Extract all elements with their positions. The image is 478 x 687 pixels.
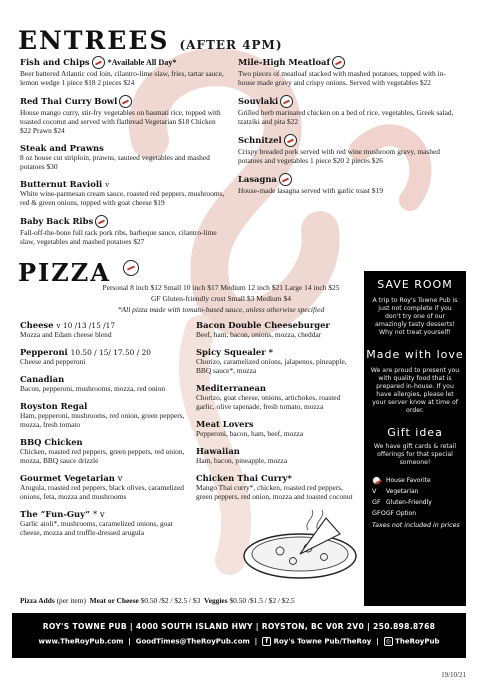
menu-item <box>20 374 192 393</box>
instagram-link[interactable]: TheRoyPub <box>395 637 440 646</box>
adds-meat-label: Meat or Cheese <box>89 596 139 605</box>
footer-bar <box>12 613 466 658</box>
item-description: Garlic aioli*, mushrooms, caramelized onions, goat cheese, mozza and truffle-dressed arugula <box>20 519 173 537</box>
item-description: Bacon, pepperoni, mushrooms, mozza, red onion <box>20 384 166 393</box>
menu-item <box>20 401 192 429</box>
item-note: *Available All Day* <box>107 58 177 67</box>
gift-idea-title: Gift idea <box>387 426 443 439</box>
legend-symbol: GFO <box>372 509 386 517</box>
save-room-title: SAVE ROOM <box>377 278 453 291</box>
item-name: Hawaiian <box>196 446 240 456</box>
item-name: Royston Regal <box>20 401 88 411</box>
item-name: Cheese <box>20 320 54 330</box>
menu-item <box>20 473 192 501</box>
pizza-sizes: Personal 8 inch $12 Small 10 inch $17 Medium 12 inch $21 Large 14 inch $25 <box>102 283 340 292</box>
item-description: Beer battered Atlantic cod loin, cilantro-lime slaw, fries, tartar sauce, lemon wedge 1 piece $18 2 pieces $24 <box>20 69 224 87</box>
menu-item <box>20 509 192 537</box>
print-date: 19/10/21 <box>441 671 466 679</box>
adds-meat-prices: $0.50 /$2 / $2.5 / $3 <box>140 596 201 605</box>
item-name: BBQ Chicken <box>20 437 83 447</box>
entrees-subtitle: (AFTER 4PM) <box>179 38 283 52</box>
instagram-icon: ◎ <box>385 638 391 645</box>
menu-item <box>20 347 192 366</box>
item-note: 10.50 / 15/ 17.50 / 20 <box>70 348 151 357</box>
item-name: Souvlaki <box>238 96 279 106</box>
house-favorite-icon <box>95 215 108 228</box>
item-description: White wine-parmesan cream sauce, roasted red peppers, mushrooms, red & green onions, topped with goat cheese $19 <box>20 189 225 207</box>
adds-label: Pizza Adds <box>20 596 55 605</box>
pizza-sauce-note: *All pizza made with tomato-based sauce, unless otherwise specified <box>117 305 325 314</box>
item-name: Schnitzel <box>238 135 282 145</box>
menu-item <box>196 320 358 339</box>
item-name: Lasagna <box>238 174 277 184</box>
item-description: Chorizo, caramelized onions, jalapenos, pineapple, BBQ sauce*, mozza <box>196 357 347 375</box>
item-name: The “Fun-Guy” <box>20 509 91 519</box>
legend-item <box>372 475 466 486</box>
legend-label: Gluten-Friendly <box>386 499 432 506</box>
item-name: Red Thai Curry Bowl <box>20 96 118 106</box>
footer-contacts: www.TheRoyPub.com | GoodTimes@TheRoyPub.com | f Roy's Towne Pub/TheRoy | ◎ TheRoyPub <box>38 637 440 646</box>
item-description: Two pieces of meatloaf stacked with mashed potatoes, topped with in-house made gravy and crispy onions. Served with vegetables $22 <box>238 69 446 87</box>
house-favorite-icon <box>284 134 297 147</box>
menu-item <box>238 56 460 87</box>
item-note: v <box>105 180 110 189</box>
item-name: Pepperoni <box>20 347 68 357</box>
save-room-text: A trip to Roy's Towne Pub is just not complete if you don't try one of our amazingly tasty desserts! Why not treat yourself! <box>372 297 458 336</box>
item-description: Mozza and Edam cheese blend <box>20 330 112 339</box>
menu-item <box>20 320 192 339</box>
item-description: Pepperoni, bacon, ham, beef, mozza <box>196 429 304 438</box>
house-favorite-icon <box>123 260 139 276</box>
house-favorite-icon <box>92 56 105 69</box>
menu-item <box>20 143 228 171</box>
item-description: Chicken, roasted red peppers, green peppers, red onion, mozza, BBQ sauce drizzle <box>20 447 185 465</box>
item-name: Mediterranean <box>196 383 267 393</box>
taxes-note: Taxes not included in prices <box>372 522 460 529</box>
legend-symbol: V <box>372 487 377 495</box>
item-description: Fall-off-the-bone full rack pork ribs, barbeque sauce, cilantro-lime slaw, vegetables and mashed potatoes $27 <box>20 228 217 246</box>
legend-label: House Favorite <box>386 477 431 484</box>
item-name: Butternut Ravioli <box>20 179 103 189</box>
website-link[interactable]: www.TheRoyPub.com <box>38 637 124 646</box>
item-name: Gourmet Vegetarian <box>20 473 115 483</box>
pizza-title: PIZZA <box>18 258 111 287</box>
item-note: v <box>117 473 123 483</box>
menu-item <box>20 179 228 207</box>
item-name: Meat Lovers <box>196 419 254 429</box>
legend-label: Vegetarian <box>386 488 419 495</box>
legend-label: GF Option <box>386 510 417 517</box>
entrees-left-column <box>20 56 228 254</box>
info-sidebar <box>364 271 466 606</box>
legend-symbol: GF <box>372 498 381 506</box>
house-favorite-icon <box>280 95 293 108</box>
menu-item <box>196 347 358 375</box>
gift-idea-text: We have gift cards & retail offerings for that special someone! <box>373 443 457 466</box>
entrees-right-column <box>238 56 460 203</box>
item-name: Mile-High Meatloaf <box>238 57 331 67</box>
legend-item <box>372 497 466 508</box>
menu-item <box>238 134 460 165</box>
item-description: Beef, ham, bacon, onions, mozza, cheddar <box>196 330 322 339</box>
menu-item <box>196 383 358 411</box>
item-name: Fish and Chips <box>20 57 90 67</box>
pizza-adds <box>20 596 295 605</box>
item-description: Ham, pepperoni, mushrooms, red onion, green peppers, mozza, fresh tomato <box>20 411 185 429</box>
menu-item <box>238 95 460 126</box>
made-with-love-title: Made with love <box>366 348 464 361</box>
menu-legend <box>364 475 466 531</box>
menu-item <box>196 419 358 438</box>
item-name: Bacon Double Cheeseburger <box>196 320 330 330</box>
item-description: Crispy breaded pork served with red wine mushroom gravy, mashed potatoes and vegetables 1 piece $20 2 pieces $26 <box>238 147 440 165</box>
adds-veg-label: Veggies <box>204 596 228 605</box>
item-note: v 10 /13 /15 /17 <box>56 321 116 330</box>
adds-veg-prices: $0.50 /$1.5 / $2 / $2.5 <box>229 596 295 605</box>
email-link[interactable]: GoodTimes@TheRoyPub.com <box>135 637 250 646</box>
house-favorite-icon <box>119 95 132 108</box>
pizza-right-column <box>196 320 358 509</box>
house-favorite-icon <box>279 173 292 186</box>
legend-item <box>372 508 466 519</box>
footer-address: ROY'S TOWNE PUB | 4000 SOUTH ISLAND HWY | ROYSTON, BC V0R 2V0 | 250.898.8768 <box>42 622 436 631</box>
adds-per: (per item) <box>56 596 86 605</box>
pizza-illustration <box>238 508 362 592</box>
item-note: * v <box>93 509 105 519</box>
item-name: Spicy Squealer <box>196 347 266 357</box>
menu-item <box>196 473 358 501</box>
item-name: Chicken Thai Curry <box>196 473 288 483</box>
pizza-gluten-free: GF Gluten-friendly crust Small $3 Medium $4 <box>151 294 291 303</box>
item-description: Mango Thai curry*, chicken, roasted red peppers, green peppers, red onion, mozza and toasted coconut <box>196 483 353 501</box>
legend-item <box>372 486 466 497</box>
made-with-love-text: We are proud to present you with quality food that is prepared in-house. If you have allergies, please let your server know at time of order. <box>370 367 460 414</box>
menu-item <box>20 56 228 87</box>
item-description: House mango curry, stir-fry vegetables on basmati rice, topped with toasted coconut and served with flatbread Vegetarian $18 Chicken $22 Prawn $24 <box>20 108 221 135</box>
item-name: Steak and Prawns <box>20 143 104 153</box>
menu-item <box>20 437 192 465</box>
item-description: 8 oz house cut striploin, prawns, sauteed vegetables and mashed potatoes $30 <box>20 153 210 171</box>
item-description: Cheese and pepperoni <box>20 357 86 366</box>
house-favorite-icon <box>372 476 381 485</box>
menu-item <box>196 446 358 465</box>
item-description: Arugula, roasted red peppers, black olives, caramelized onions, feta, mozza and mushrooms <box>20 483 184 501</box>
entrees-title: ENTREES <box>18 26 170 55</box>
menu-item <box>20 95 228 135</box>
menu-item <box>238 173 460 195</box>
house-favorite-icon <box>332 56 345 69</box>
entrees-header <box>18 26 283 55</box>
menu-item <box>20 215 228 246</box>
item-description: Ham, bacon, pineapple, mozza <box>196 456 288 465</box>
item-description: House-made lasagna served with garlic toast $19 <box>238 186 383 195</box>
item-note: * <box>268 347 273 357</box>
item-name: Canadian <box>20 374 65 384</box>
pizza-left-column <box>20 320 192 545</box>
facebook-icon: f <box>262 637 271 646</box>
item-description: Chorizo, goat cheese, onions, artichokes, roasted garlic, olive tapenade, fresh tomato, mozza <box>196 393 341 411</box>
item-name: Baby Back Ribs <box>20 216 94 226</box>
facebook-link[interactable]: Roy's Towne Pub/TheRoy <box>273 637 372 646</box>
item-description: Grilled herb marinated chicken on a bed of rice, vegetables, Greek salad, tzatziki and pita $22 <box>238 108 454 126</box>
item-note: * <box>287 473 292 483</box>
